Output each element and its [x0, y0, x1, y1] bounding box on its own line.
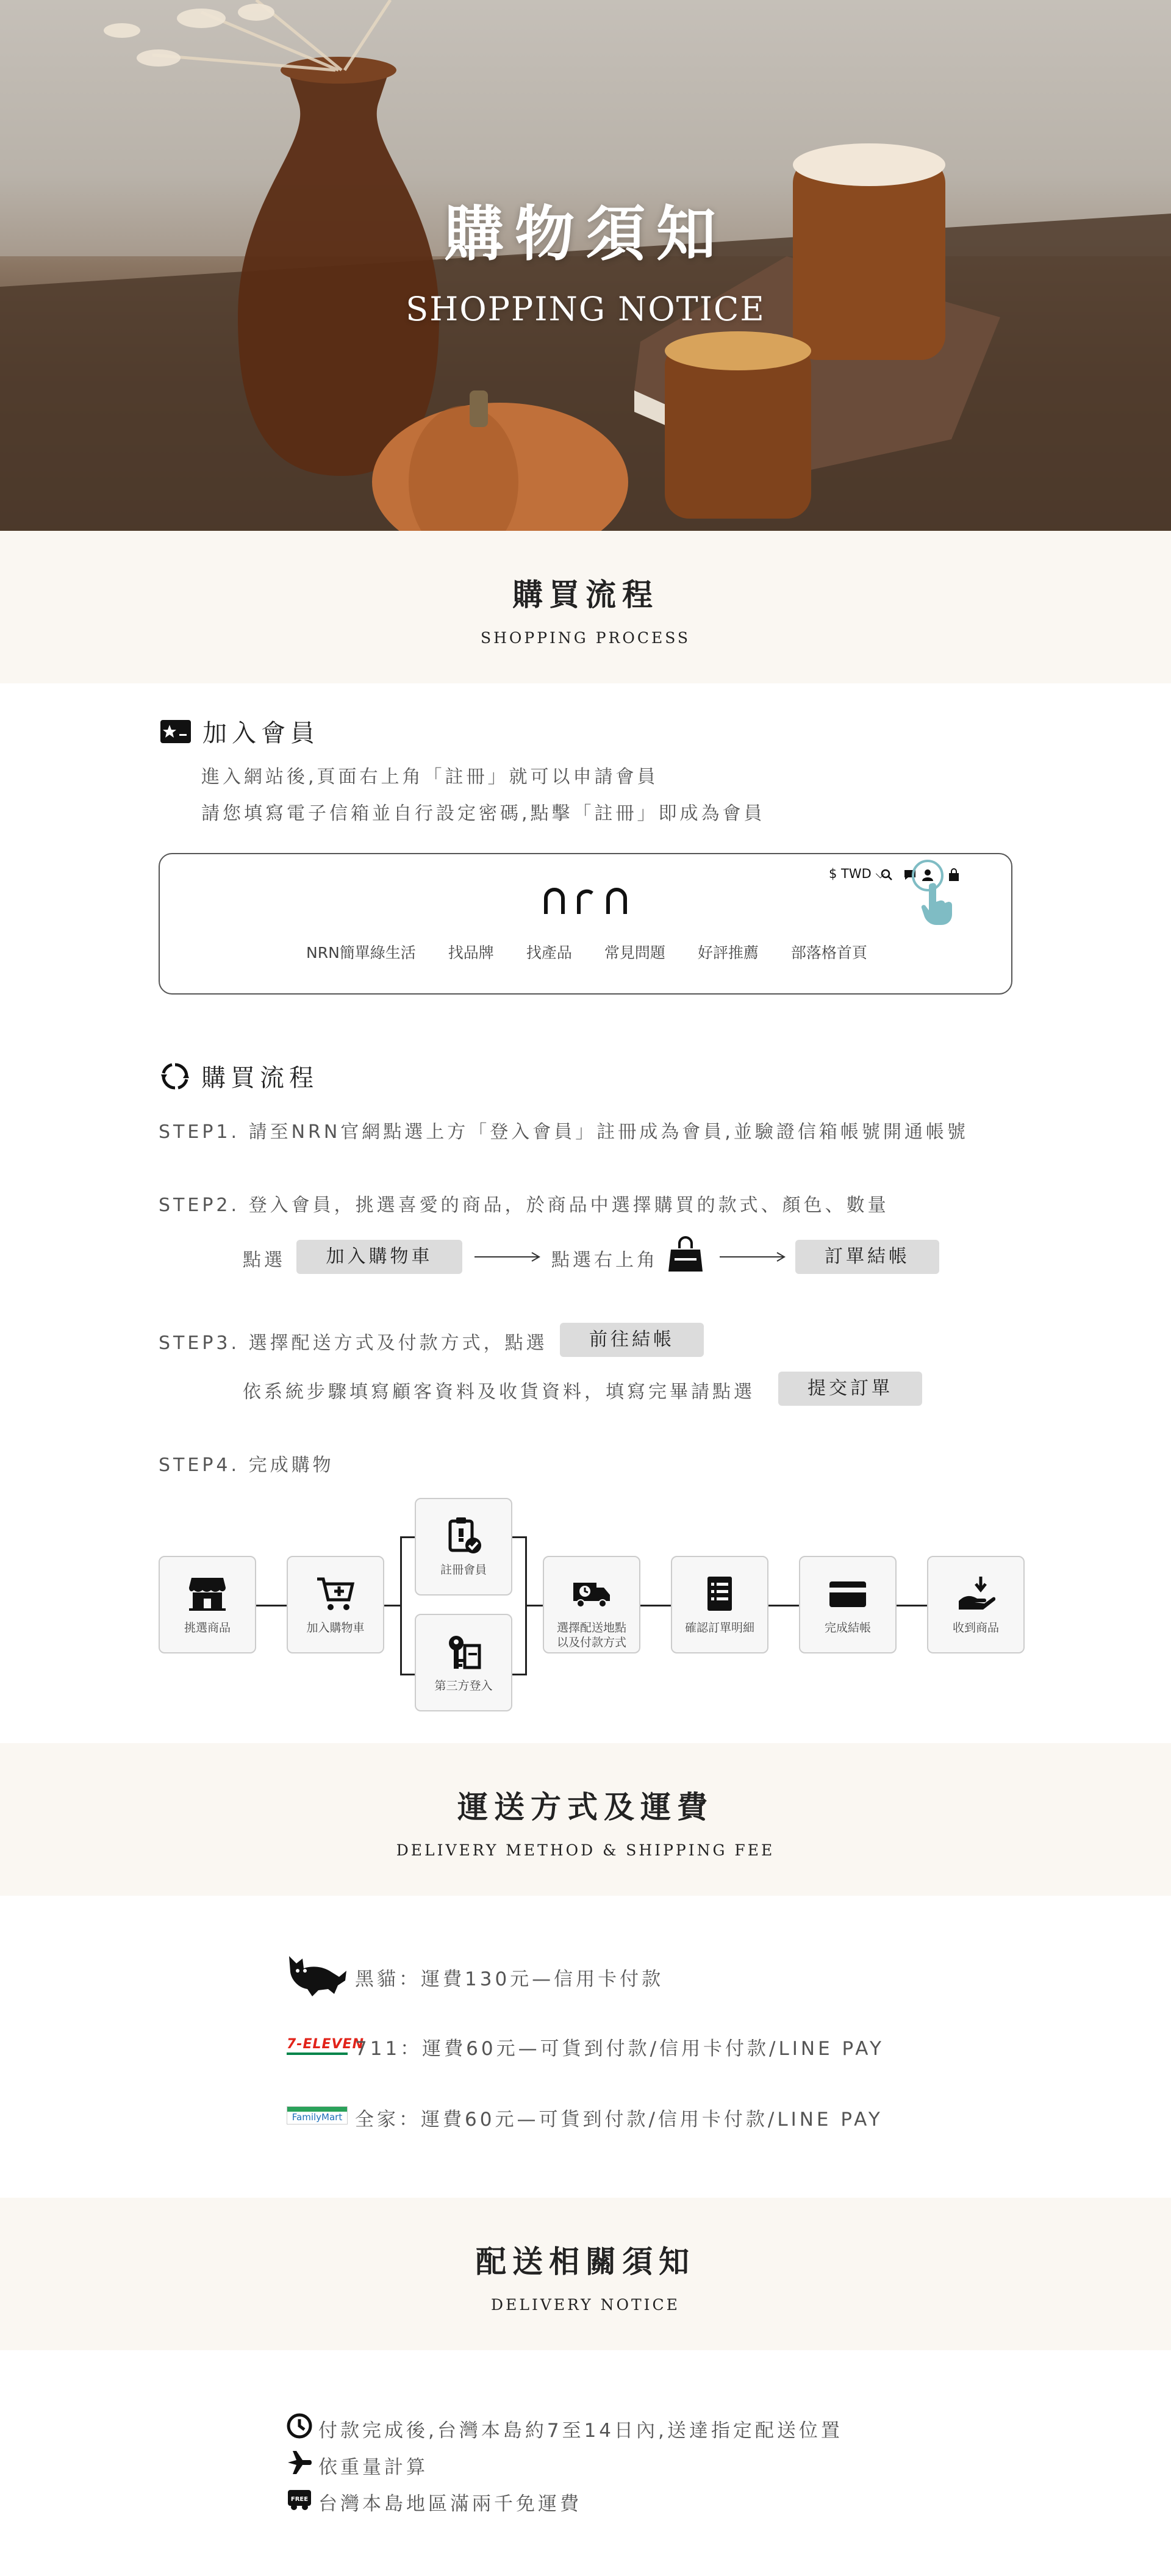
- member-card-icon: [160, 719, 192, 744]
- airplane-icon: [287, 2450, 312, 2475]
- cart-plus-icon: [316, 1574, 355, 1613]
- shopping-bag-icon: [667, 1236, 704, 1274]
- section-header-delivery: [0, 1743, 1171, 1896]
- hero-banner: [0, 0, 1171, 531]
- flow-connector: [400, 1536, 415, 1538]
- refresh-cycle-icon: [160, 1061, 190, 1092]
- step2-click-label: 點選: [243, 1250, 285, 1271]
- arrow-right-icon: [474, 1251, 542, 1263]
- flow-step-receive: [927, 1556, 1025, 1653]
- flow-connector: [640, 1605, 671, 1606]
- notice-free-shipping: 台灣本島地區滿兩千免運費: [318, 2493, 582, 2515]
- flow-connector: [527, 1605, 543, 1606]
- flow-label-confirm: 確認訂單明細: [684, 1621, 754, 1635]
- step2-corner-label: 點選右上角: [551, 1250, 658, 1271]
- section-title: 配送相關須知: [476, 2243, 695, 2279]
- flow-step-confirm: [671, 1556, 768, 1653]
- section-subtitle: SHOPPING PROCESS: [480, 629, 691, 647]
- key-login-icon: [444, 1632, 483, 1671]
- flow-label-shipping: [544, 1621, 639, 1650]
- flow-step-register: [415, 1498, 512, 1596]
- flow-step-shipping: [543, 1556, 640, 1653]
- join-heading-text: 加入會員: [202, 719, 320, 747]
- section-subtitle: DELIVERY METHOD & SHIPPING FEE: [396, 1841, 775, 1859]
- currency-label: $ TWD: [829, 866, 872, 881]
- section-header-process: [0, 531, 1171, 683]
- menu-item-nrn[interactable]: NRN簡單綠生活: [306, 944, 416, 962]
- delivery-seven-eleven: 711：運費60元—可貨到付款/信用卡付款/LINE PAY: [355, 2038, 884, 2060]
- credit-card-icon: [828, 1574, 867, 1613]
- section-title: 購買流程: [512, 577, 659, 613]
- notice-delivery-time: 付款完成後,台灣本島約7至14日內,送達指定配送位置: [318, 2420, 843, 2442]
- notice-weight: 依重量計算: [318, 2456, 428, 2478]
- step3-fill-text: 依系統步驟填寫顧客資料及收貨資料，填寫完畢請點選: [243, 1381, 755, 1403]
- arrow-right-icon-2: [720, 1251, 787, 1263]
- flow-connector: [256, 1605, 287, 1606]
- go-checkout-button[interactable]: 前往結帳: [560, 1323, 704, 1357]
- clipboard-check-icon: [444, 1516, 483, 1555]
- delivery-black-cat: 黑貓：運費130元—信用卡付款: [355, 1968, 664, 1990]
- delivery-familymart: 全家：運費60元—可貨到付款/信用卡付款/LINE PAY: [355, 2109, 883, 2131]
- step2-text: STEP2. 登入會員，挑選喜愛的商品，於商品中選擇購買的款式、顏色、數量: [159, 1195, 889, 1216]
- menu-item-blog[interactable]: 部落格首頁: [790, 944, 867, 962]
- menu-item-brand[interactable]: 找品牌: [448, 944, 494, 962]
- add-to-cart-button[interactable]: 加入購物車: [296, 1240, 462, 1274]
- familymart-logo: [287, 2106, 348, 2124]
- nrn-logo: [541, 885, 632, 915]
- flow-step-pick: [159, 1556, 256, 1653]
- flow-heading-text: 購買流程: [201, 1064, 318, 1092]
- join-heading: [160, 714, 320, 749]
- free-shipping-truck-icon: [287, 2488, 312, 2511]
- delivery-truck-icon: [572, 1574, 611, 1613]
- order-list-icon: [700, 1574, 739, 1613]
- menu-item-faq[interactable]: 常見問題: [604, 944, 665, 962]
- flow-label-register: 註冊會員: [440, 1563, 487, 1577]
- section-header-notice: [0, 2198, 1171, 2350]
- site-header-mockup: [159, 853, 1012, 995]
- submit-order-button[interactable]: 提交訂單: [778, 1372, 922, 1406]
- step1-text: STEP1. 請至NRN官網點選上方「登入會員」註冊成為會員,並驗證信箱帳號開通帳號: [159, 1121, 969, 1143]
- brand-logo[interactable]: [160, 885, 1014, 918]
- flow-label-pick: 挑選商品: [184, 1621, 231, 1635]
- flow-connector: [768, 1605, 799, 1606]
- join-line-2: 請您填寫電子信箱並自行設定密碼,點擊「註冊」即成為會員: [201, 803, 765, 824]
- flow-heading: [160, 1059, 318, 1093]
- flow-connector: [384, 1605, 400, 1606]
- flow-step-done: [799, 1556, 897, 1653]
- flow-label-receive: 收到商品: [952, 1621, 999, 1635]
- hero-subtitle: SHOPPING NOTICE: [406, 290, 765, 328]
- flow-label-shipping-1: 選擇配送地點: [556, 1621, 626, 1635]
- section-title: 運送方式及運費: [457, 1789, 714, 1825]
- hero-title: 購物須知: [443, 199, 727, 269]
- currency-selector[interactable]: $ TWD ⌵: [829, 866, 886, 881]
- seven-eleven-logo: [287, 2037, 364, 2055]
- flow-connector: [897, 1605, 927, 1606]
- receive-package-icon: [956, 1574, 995, 1613]
- flow-step-third: [415, 1614, 512, 1711]
- flow-label-shipping-2: 以及付款方式: [556, 1636, 626, 1649]
- site-menu: [306, 941, 867, 963]
- flow-label-third: 第三方登入: [434, 1679, 493, 1693]
- menu-item-product[interactable]: 找產品: [526, 944, 572, 962]
- clock-icon: [287, 2413, 312, 2439]
- checkout-button[interactable]: 訂單結帳: [795, 1240, 939, 1274]
- flow-step-cart: [287, 1556, 384, 1653]
- step4-text: STEP4. 完成購物: [159, 1455, 334, 1476]
- flow-label-done: 完成結帳: [824, 1621, 871, 1635]
- step3-text: STEP3. 選擇配送方式及付款方式，點選: [159, 1333, 548, 1354]
- flow-connector: [400, 1674, 415, 1675]
- menu-item-reviews[interactable]: 好評推薦: [697, 944, 759, 962]
- black-cat-logo-icon: [287, 1952, 348, 1996]
- join-line-1: 進入網站後,頁面右上角「註冊」就可以申請會員: [201, 766, 659, 788]
- section-subtitle: DELIVERY NOTICE: [491, 2296, 680, 2314]
- flow-label-cart: 加入購物車: [306, 1621, 365, 1635]
- svg-text:FREE: FREE: [290, 2496, 309, 2503]
- storefront-icon: [188, 1574, 227, 1613]
- familymart-logo-text: FamilyMart: [292, 2112, 343, 2123]
- flow-bracket-left: [400, 1536, 402, 1675]
- seven-eleven-logo-text: 7-ELEVEN: [287, 2037, 364, 2052]
- search-icon[interactable]: [879, 868, 894, 882]
